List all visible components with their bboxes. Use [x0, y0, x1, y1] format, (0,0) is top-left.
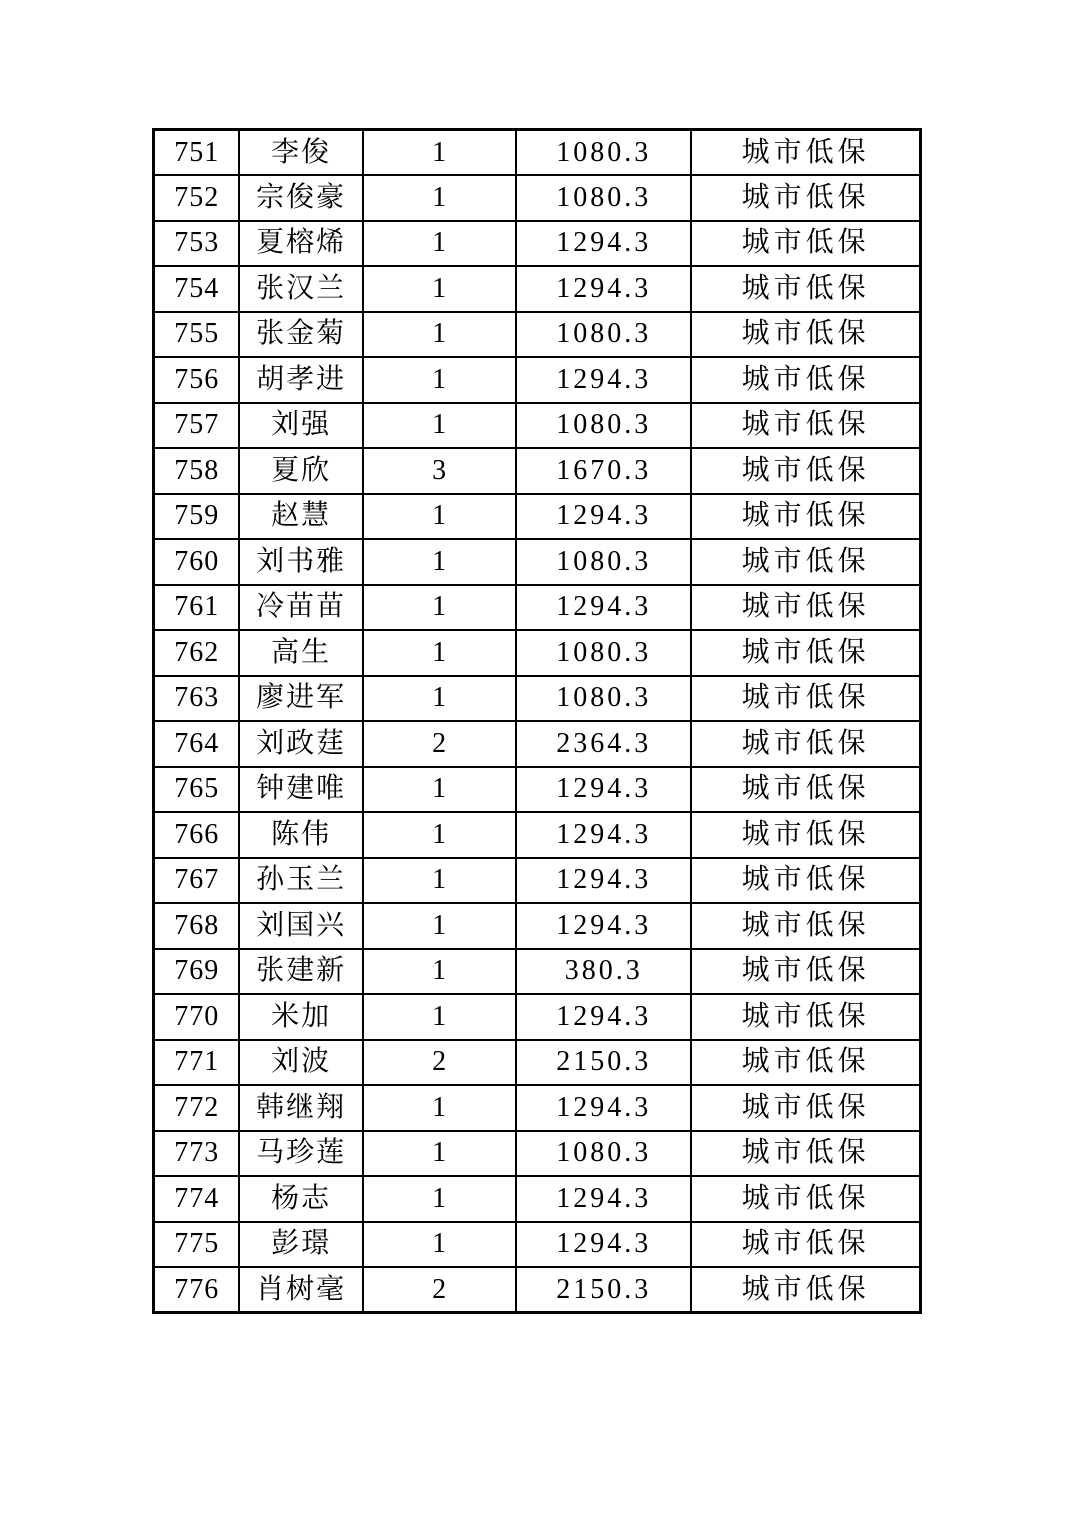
cell-category: 城市低保	[691, 994, 920, 1040]
cell-category: 城市低保	[691, 858, 920, 904]
cell-name: 米加	[239, 994, 362, 1040]
cell-name: 刘政莛	[239, 721, 362, 767]
table-row	[154, 403, 921, 449]
cell-name: 赵慧	[239, 494, 362, 540]
cell-persons: 1	[363, 312, 516, 358]
table-row	[154, 676, 921, 722]
cell-category: 城市低保	[691, 130, 920, 176]
table-row	[154, 130, 921, 176]
cell-name: 张建新	[239, 949, 362, 995]
cell-category: 城市低保	[691, 903, 920, 949]
cell-category: 城市低保	[691, 312, 920, 358]
cell-amount: 2150.3	[516, 1267, 691, 1313]
cell-serial: 774	[154, 1176, 240, 1222]
cell-category: 城市低保	[691, 1267, 920, 1313]
cell-name: 孙玉兰	[239, 858, 362, 904]
cell-persons: 2	[363, 1040, 516, 1086]
cell-category: 城市低保	[691, 630, 920, 676]
cell-serial: 768	[154, 903, 240, 949]
cell-amount: 1670.3	[516, 448, 691, 494]
cell-persons: 3	[363, 448, 516, 494]
cell-category: 城市低保	[691, 1085, 920, 1131]
cell-amount: 1080.3	[516, 403, 691, 449]
cell-category: 城市低保	[691, 1131, 920, 1177]
cell-amount: 1294.3	[516, 494, 691, 540]
cell-name: 彭璟	[239, 1222, 362, 1268]
cell-persons: 1	[363, 221, 516, 267]
cell-persons: 1	[363, 539, 516, 585]
table-row	[154, 812, 921, 858]
table-row	[154, 266, 921, 312]
cell-serial: 775	[154, 1222, 240, 1268]
cell-serial: 773	[154, 1131, 240, 1177]
cell-persons: 1	[363, 949, 516, 995]
cell-persons: 1	[363, 266, 516, 312]
cell-category: 城市低保	[691, 221, 920, 267]
cell-serial: 759	[154, 494, 240, 540]
cell-category: 城市低保	[691, 949, 920, 995]
cell-persons: 1	[363, 130, 516, 176]
cell-serial: 762	[154, 630, 240, 676]
cell-category: 城市低保	[691, 585, 920, 631]
cell-amount: 1294.3	[516, 1085, 691, 1131]
cell-name: 李俊	[239, 130, 362, 176]
cell-category: 城市低保	[691, 812, 920, 858]
cell-category: 城市低保	[691, 1040, 920, 1086]
cell-amount: 1080.3	[516, 175, 691, 221]
cell-serial: 769	[154, 949, 240, 995]
table-row	[154, 448, 921, 494]
cell-name: 刘波	[239, 1040, 362, 1086]
cell-serial: 756	[154, 357, 240, 403]
cell-persons: 1	[363, 175, 516, 221]
cell-persons: 1	[363, 585, 516, 631]
cell-persons: 1	[363, 403, 516, 449]
table-row	[154, 1085, 921, 1131]
table-row	[154, 1131, 921, 1177]
cell-name: 陈伟	[239, 812, 362, 858]
cell-category: 城市低保	[691, 721, 920, 767]
table-row	[154, 1222, 921, 1268]
table-body	[154, 130, 921, 1313]
cell-serial: 765	[154, 767, 240, 813]
cell-persons: 1	[363, 1085, 516, 1131]
cell-amount: 1294.3	[516, 767, 691, 813]
table-row	[154, 175, 921, 221]
cell-category: 城市低保	[691, 676, 920, 722]
cell-name: 宗俊豪	[239, 175, 362, 221]
cell-amount: 1294.3	[516, 903, 691, 949]
cell-name: 刘强	[239, 403, 362, 449]
cell-serial: 763	[154, 676, 240, 722]
cell-category: 城市低保	[691, 357, 920, 403]
cell-persons: 2	[363, 1267, 516, 1313]
cell-amount: 380.3	[516, 949, 691, 995]
cell-persons: 1	[363, 858, 516, 904]
cell-serial: 757	[154, 403, 240, 449]
cell-serial: 751	[154, 130, 240, 176]
table-row	[154, 858, 921, 904]
table-row	[154, 221, 921, 267]
cell-category: 城市低保	[691, 767, 920, 813]
cell-amount: 1294.3	[516, 994, 691, 1040]
cell-name: 张汉兰	[239, 266, 362, 312]
cell-amount: 2150.3	[516, 1040, 691, 1086]
table-row	[154, 949, 921, 995]
cell-category: 城市低保	[691, 494, 920, 540]
cell-name: 夏欣	[239, 448, 362, 494]
cell-persons: 1	[363, 767, 516, 813]
benefits-table	[152, 128, 922, 1314]
cell-persons: 2	[363, 721, 516, 767]
cell-serial: 772	[154, 1085, 240, 1131]
cell-category: 城市低保	[691, 403, 920, 449]
cell-serial: 764	[154, 721, 240, 767]
cell-persons: 1	[363, 1176, 516, 1222]
cell-amount: 1294.3	[516, 585, 691, 631]
cell-name: 夏榕烯	[239, 221, 362, 267]
cell-name: 杨志	[239, 1176, 362, 1222]
cell-serial: 771	[154, 1040, 240, 1086]
cell-serial: 770	[154, 994, 240, 1040]
cell-amount: 1294.3	[516, 266, 691, 312]
cell-name: 刘书雅	[239, 539, 362, 585]
cell-amount: 1294.3	[516, 1176, 691, 1222]
cell-amount: 1080.3	[516, 130, 691, 176]
cell-persons: 1	[363, 676, 516, 722]
cell-category: 城市低保	[691, 539, 920, 585]
table-row	[154, 585, 921, 631]
cell-serial: 761	[154, 585, 240, 631]
table-row	[154, 357, 921, 403]
cell-serial: 767	[154, 858, 240, 904]
cell-persons: 1	[363, 1131, 516, 1177]
cell-amount: 1294.3	[516, 221, 691, 267]
table-row	[154, 494, 921, 540]
table-row	[154, 539, 921, 585]
table-row	[154, 903, 921, 949]
cell-serial: 752	[154, 175, 240, 221]
cell-name: 张金菊	[239, 312, 362, 358]
cell-category: 城市低保	[691, 175, 920, 221]
cell-amount: 1080.3	[516, 312, 691, 358]
cell-amount: 1294.3	[516, 1222, 691, 1268]
cell-persons: 1	[363, 994, 516, 1040]
cell-amount: 1294.3	[516, 858, 691, 904]
table-row	[154, 1040, 921, 1086]
cell-name: 廖进军	[239, 676, 362, 722]
table-row	[154, 767, 921, 813]
cell-serial: 776	[154, 1267, 240, 1313]
cell-serial: 753	[154, 221, 240, 267]
cell-category: 城市低保	[691, 1176, 920, 1222]
cell-serial: 766	[154, 812, 240, 858]
cell-amount: 2364.3	[516, 721, 691, 767]
cell-name: 冷苗苗	[239, 585, 362, 631]
cell-amount: 1080.3	[516, 1131, 691, 1177]
cell-amount: 1080.3	[516, 630, 691, 676]
table-row	[154, 721, 921, 767]
cell-persons: 1	[363, 357, 516, 403]
table-row	[154, 312, 921, 358]
cell-name: 钟建唯	[239, 767, 362, 813]
cell-persons: 1	[363, 1222, 516, 1268]
cell-amount: 1294.3	[516, 812, 691, 858]
cell-category: 城市低保	[691, 1222, 920, 1268]
cell-persons: 1	[363, 494, 516, 540]
cell-category: 城市低保	[691, 266, 920, 312]
cell-name: 马珍莲	[239, 1131, 362, 1177]
cell-persons: 1	[363, 812, 516, 858]
cell-amount: 1080.3	[516, 539, 691, 585]
cell-amount: 1080.3	[516, 676, 691, 722]
cell-persons: 1	[363, 630, 516, 676]
cell-category: 城市低保	[691, 448, 920, 494]
cell-name: 肖树毫	[239, 1267, 362, 1313]
cell-name: 刘国兴	[239, 903, 362, 949]
cell-amount: 1294.3	[516, 357, 691, 403]
cell-serial: 758	[154, 448, 240, 494]
cell-persons: 1	[363, 903, 516, 949]
cell-serial: 754	[154, 266, 240, 312]
cell-name: 高生	[239, 630, 362, 676]
cell-serial: 760	[154, 539, 240, 585]
cell-name: 韩继翔	[239, 1085, 362, 1131]
table-row	[154, 1176, 921, 1222]
table-row	[154, 994, 921, 1040]
cell-name: 胡孝进	[239, 357, 362, 403]
cell-serial: 755	[154, 312, 240, 358]
table-row	[154, 1267, 921, 1313]
table-row	[154, 630, 921, 676]
